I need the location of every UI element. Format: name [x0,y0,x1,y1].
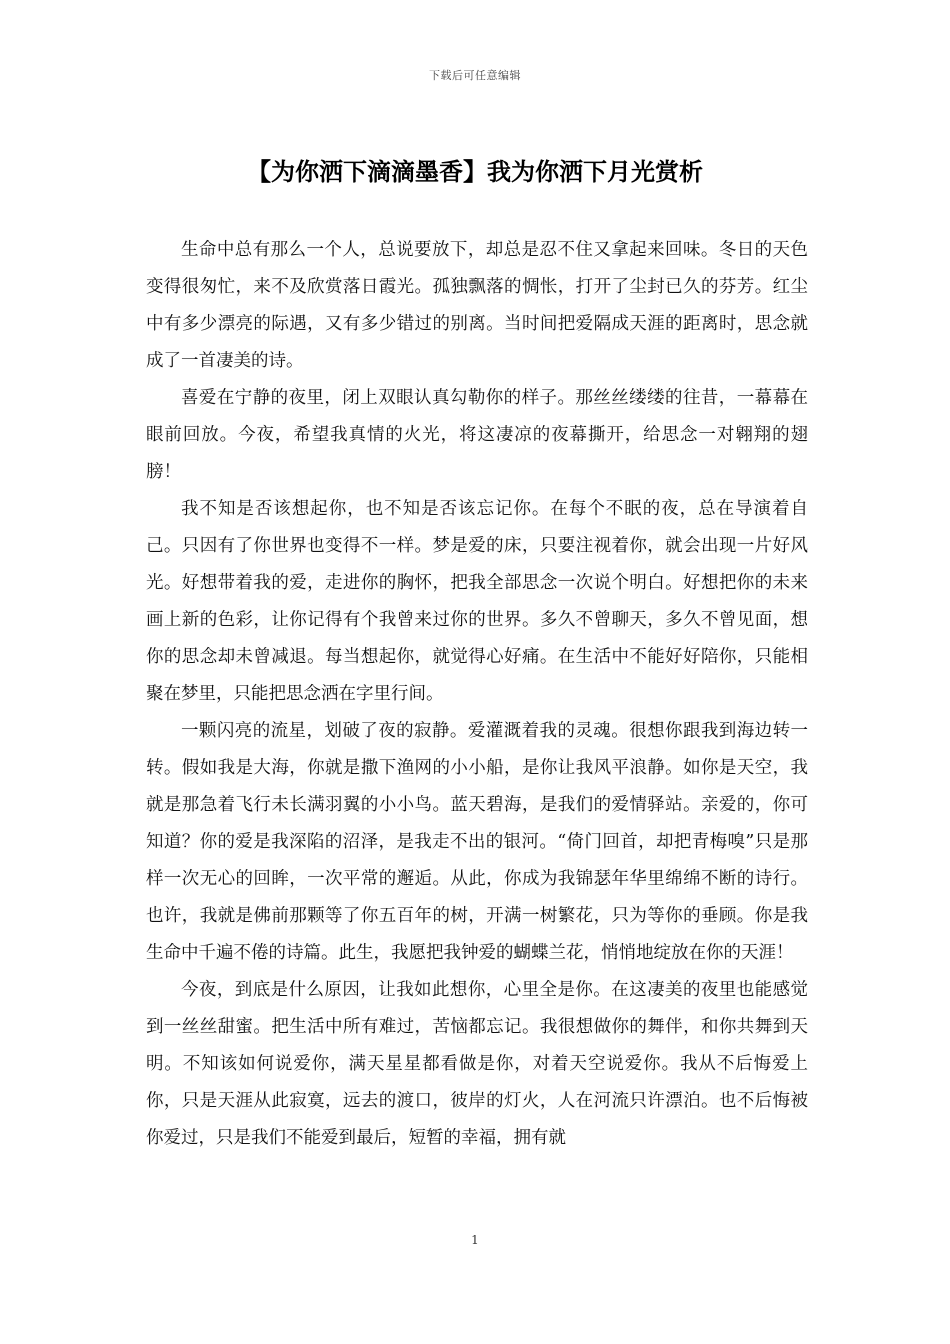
paragraph: 生命中总有那么一个人，总说要放下，却总是忍不住又拿起来回味。冬日的天色变得很匆忙，来不及欣赏落日霞光。孤独飘落的惆怅，打开了尘封已久的芬芳。红尘中有多少漂亮的际遇，又有多少错过的别离。当时间把爱隔成天涯的距离时，思念就成了一首凄美的诗。 [146,240,808,371]
page-header: 下载后可任意编辑 [429,69,521,82]
paragraph: 喜爱在宁静的夜里，闭上双眼认真勾勒你的样子。那丝丝缕缕的往昔，一幕幕在眼前回放。今夜，希望我真情的火光，将这凄凉的夜幕撕开，给思念一对翱翔的翅膀！ [146,388,808,482]
paragraph: 今夜，到底是什么原因，让我如此想你，心里全是你。在这凄美的夜里也能感觉到一丝丝甜蜜。把生活中所有难过，苦恼都忘记。我很想做你的舞伴，和你共舞到天明。不知该如何说爱你，满天星星都看做是你，对着天空说爱你。我从不后悔爱上你，只是天涯从此寂寞，远去的渡口，彼岸的灯火，人在河流只许漂泊。也不后悔被你爱过，只是我们不能爱到最后，短暂的幸福，拥有就 [146,980,808,1148]
document-body [146,232,808,1157]
paragraph: 我不知是否该想起你，也不知是否该忘记你。在每个不眠的夜，总在导演着自己。只因有了你世界也变得不一样。梦是爱的床，只要注视着你，就会出现一片好风光。好想带着我的爱，走进你的胸怀，把我全部思念一次说个明白。好想把你的未来画上新的色彩，让你记得有个我曾来过你的世界。多久不曾聊天，多久不曾见面，想你的思念却未曾减退。每当想起你，就觉得心好痛。在生活中不能好好陪你，只能相聚在梦里，只能把思念洒在字里行间。 [146,499,808,704]
document-title: 【为你洒下滴滴墨香】我为你洒下月光赏析 [247,157,703,186]
paragraph: 一颗闪亮的流星，划破了夜的寂静。爱灌溉着我的灵魂。很想你跟我到海边转一转。假如我是大海，你就是撒下渔网的小小船，是你让我风平浪静。如你是天空，我就是那急着飞行未长满羽翼的小小鸟。蓝天碧海，是我们的爱情驿站。亲爱的，你可知道？你的爱是我深陷的沼泽，是我走不出的银河。“倚门回首，却把青梅嗅”只是那样一次无心的回眸，一次平常的邂逅。从此，你成为我锦瑟年华里绵绵不断的诗行。也许，我就是佛前那颗等了你五百年的树，开满一树繁花，只为等你的垂顾。你是我生命中千遍不倦的诗篇。此生，我愿把我钟爱的蝴蝶兰花，悄悄地绽放在你的天涯！ [146,721,808,963]
page-number: 1 [471,1233,479,1247]
